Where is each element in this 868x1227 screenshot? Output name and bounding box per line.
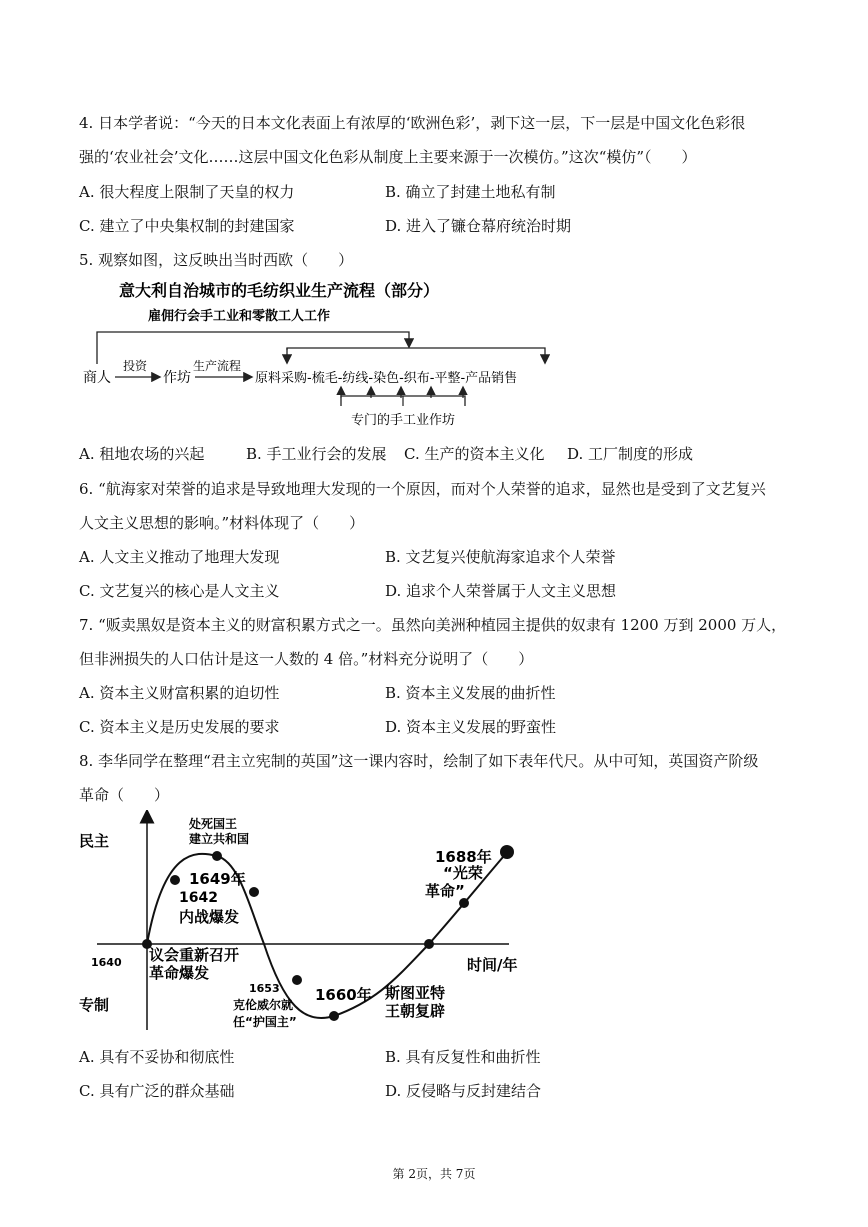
q6-stem-line1: 6. “航海家对荣誉的追求是导致地理大发现的一个原因，而对个人荣誉的追求，显然也是受到了文艺复兴 [79, 480, 766, 498]
q4-stem-line2: 强的‘农业社会’文化……这层中国文化色彩从制度上主要来源于一次模仿。”这次“模仿”（ ） [79, 148, 697, 166]
q6-stem-line2: 人文主义思想的影响。”材料体现了（ ） [79, 514, 365, 532]
label-y-top: 民主 [79, 832, 110, 850]
label-1660-year: 1660年 [315, 986, 372, 1004]
label-1688-line2: 革命” [425, 882, 465, 900]
q6-option-d: D. 追求个人荣誉属于人文主义思想 [385, 582, 617, 600]
flow-title: 意大利自治城市的毛纺织业生产流程（部分） [118, 281, 440, 300]
point-1660 [329, 1011, 339, 1021]
q4-option-d: D. 进入了镰仓幕府统治时期 [385, 217, 572, 235]
q4-option-b: B. 确立了封建土地私有制 [385, 183, 556, 201]
q7-stem-line2: 但非洲损失的人口估计是这一人数的 4 倍。”材料充分说明了（ ） [79, 650, 534, 668]
label-1640-line1: 议会重新召开 [149, 946, 240, 964]
label-1660-line1: 斯图亚特 [385, 984, 446, 1002]
flow-chain: 原料采购-梳毛-纺线-染色-织布-平整-产品销售 [255, 371, 518, 386]
q6-option-b: B. 文艺复兴使航海家追求个人荣誉 [385, 548, 616, 566]
q7-stem-line1: 7. “贩卖黑奴是资本主义的财富积累方式之一。虽然向美洲种植园主提供的奴隶有 1200 万到 2000 万人， [79, 616, 787, 634]
flow-invest: 投资 [123, 359, 148, 373]
flow-merchant: 商人 [83, 370, 111, 386]
q7-option-c: C. 资本主义是历史发展的要求 [79, 718, 280, 736]
q4-option-a: A. 很大程度上限制了天皇的权力 [79, 183, 295, 201]
point-1653 [292, 975, 302, 985]
label-1640-year: 1640 [91, 956, 122, 969]
label-x-axis: 时间/年 [467, 956, 518, 974]
top-span-bracket [287, 348, 545, 362]
q4-option-c: C. 建立了中央集权制的封建国家 [79, 217, 295, 235]
point-restoration [424, 939, 434, 949]
q7-option-d: D. 资本主义发展的野蛮性 [385, 718, 557, 736]
label-y-bottom: 专制 [79, 996, 110, 1014]
label-1649-line1: 处死国王 [189, 817, 238, 831]
point-1642 [170, 875, 180, 885]
q5-option-d: D. 工厂制度的形成 [567, 445, 694, 463]
flow-bottom-label: 专门的手工业作坊 [350, 413, 456, 428]
q8-option-b: B. 具有反复性和曲折性 [385, 1048, 541, 1066]
q6-option-c: C. 文艺复兴的核心是人文主义 [79, 582, 280, 600]
q5-option-c: C. 生产的资本主义化 [404, 445, 545, 463]
q6-option-a: A. 人文主义推动了地理大发现 [79, 548, 280, 566]
q8-timeline-diagram [79, 810, 539, 1040]
q8-option-d: D. 反侵略与反封建结合 [385, 1082, 542, 1100]
q4-stem-line1: 4. 日本学者说：“今天的日本文化表面上有浓厚的‘欧洲色彩’，剥下这一层，下一层是中国文化色彩很 [79, 114, 746, 132]
flow-workshop: 作坊 [163, 370, 191, 386]
q8-option-a: A. 具有不妥协和彻底性 [79, 1048, 235, 1066]
label-1660-line2: 王朝复辟 [385, 1002, 446, 1020]
label-1649-year: 1649年 [189, 870, 246, 888]
label-1640-line2: 革命爆发 [149, 964, 210, 982]
label-1653-year: 1653 [249, 982, 280, 995]
label-1642-event: 内战爆发 [179, 908, 240, 926]
q7-option-b: B. 资本主义发展的曲折性 [385, 684, 556, 702]
q5-flow-diagram [79, 278, 579, 430]
page-number: 第 2页，共 7页 [392, 1167, 476, 1181]
label-1642-year: 1642 [179, 890, 218, 906]
label-1688-line1: “光荣 [443, 864, 483, 882]
point-1649 [212, 851, 222, 861]
q5-option-b: B. 手工业行会的发展 [246, 445, 387, 463]
flow-top-label: 雇佣行会手工业和零散工人工作 [147, 309, 331, 324]
label-1649-line2: 建立共和国 [189, 832, 250, 846]
point-1649b [249, 887, 259, 897]
q8-stem-line1: 8. 李华同学在整理“君主立宪制的英国”这一课内容时，绘制了如下表年代尺。从中可知，英国资产阶级 [79, 752, 759, 770]
q5-option-a: A. 租地农场的兴起 [79, 445, 205, 463]
flow-process: 生产流程 [193, 359, 242, 373]
label-1653-line1: 克伦威尔就 [233, 998, 294, 1012]
label-1688-year: 1688年 [435, 848, 492, 866]
q7-option-a: A. 资本主义财富积累的迫切性 [79, 684, 280, 702]
q5-stem: 5. 观察如图，这反映出当时西欧（ ） [79, 251, 354, 269]
q8-option-c: C. 具有广泛的群众基础 [79, 1082, 235, 1100]
point-1688 [500, 845, 514, 859]
q8-stem-line2: 革命（ ） [79, 786, 170, 804]
label-1653-line2: 任“护国主” [233, 1015, 297, 1029]
